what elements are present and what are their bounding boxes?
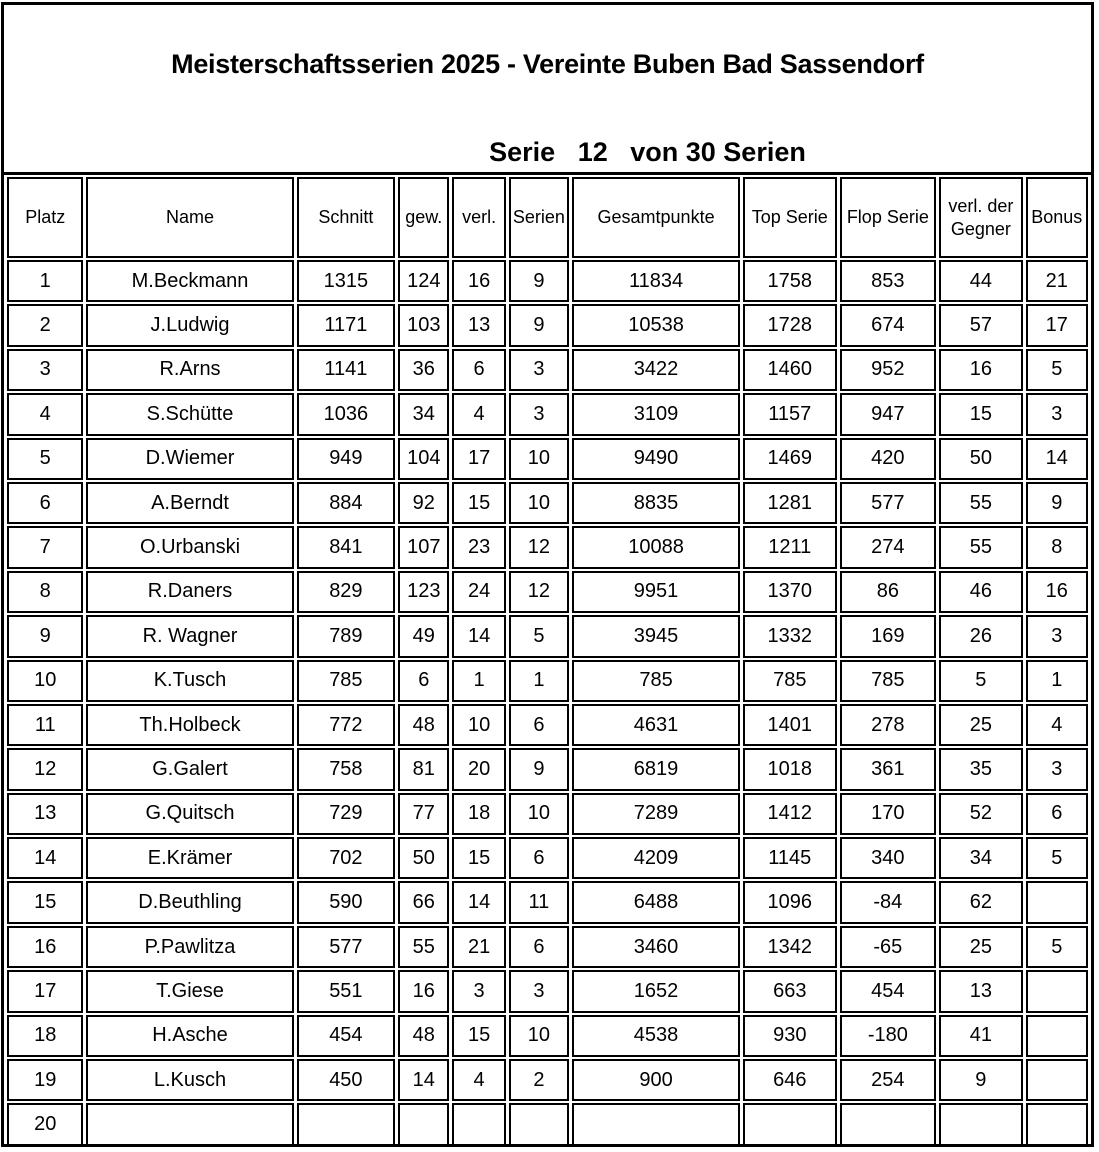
cell-name: M.Beckmann — [86, 260, 293, 302]
cell-top-serie: 1157 — [743, 393, 837, 435]
cell-schnitt: 884 — [297, 482, 396, 524]
cell-platz: 7 — [7, 526, 83, 568]
cell-bonus: 3 — [1026, 748, 1088, 790]
cell-gew: 14 — [398, 1059, 449, 1101]
cell-flop-serie: 278 — [840, 704, 937, 746]
cell-gesamtpunkte: 10088 — [572, 526, 740, 568]
cell-verl-der-gegner: 25 — [939, 704, 1022, 746]
table-row — [7, 748, 1088, 790]
cell-platz: 10 — [7, 660, 83, 702]
cell-platz: 8 — [7, 571, 83, 613]
cell-platz: 16 — [7, 926, 83, 968]
cell-verl: 10 — [452, 704, 505, 746]
cell-verl: 20 — [452, 748, 505, 790]
cell-top-serie: 785 — [743, 660, 837, 702]
cell-serien: 9 — [509, 748, 569, 790]
cell-gew: 66 — [398, 881, 449, 923]
cell-platz: 1 — [7, 260, 83, 302]
cell-flop-serie: 785 — [840, 660, 937, 702]
cell-verl: 6 — [452, 349, 505, 391]
cell-schnitt: 590 — [297, 881, 396, 923]
header-schnitt: Schnitt — [297, 177, 396, 258]
header-serien: Serien — [509, 177, 569, 258]
cell-gesamtpunkte: 1652 — [572, 970, 740, 1012]
cell-name: O.Urbanski — [86, 526, 293, 568]
table-row — [7, 660, 1088, 702]
header-gesamtpunkte: Gesamtpunkte — [572, 177, 740, 258]
cell-gew: 81 — [398, 748, 449, 790]
cell-verl-der-gegner — [939, 1103, 1022, 1145]
cell-gesamtpunkte: 3945 — [572, 615, 740, 657]
cell-gew: 48 — [398, 1015, 449, 1057]
table-row — [7, 970, 1088, 1012]
cell-bonus — [1026, 970, 1088, 1012]
cell-schnitt: 789 — [297, 615, 396, 657]
current-series-number: 12 — [577, 137, 608, 167]
cell-schnitt: 702 — [297, 837, 396, 879]
cell-name: G.Quitsch — [86, 793, 293, 835]
standings-sheet — [1, 2, 1094, 1147]
cell-top-serie: 1096 — [743, 881, 837, 923]
table-row — [7, 1103, 1088, 1145]
cell-top-serie: 646 — [743, 1059, 837, 1101]
cell-flop-serie: 170 — [840, 793, 937, 835]
cell-name: S.Schütte — [86, 393, 293, 435]
cell-bonus: 8 — [1026, 526, 1088, 568]
cell-flop-serie: 420 — [840, 438, 937, 480]
cell-verl-der-gegner: 62 — [939, 881, 1022, 923]
cell-name: G.Galert — [86, 748, 293, 790]
cell-verl-der-gegner: 52 — [939, 793, 1022, 835]
cell-flop-serie: 361 — [840, 748, 937, 790]
cell-bonus — [1026, 1103, 1088, 1145]
cell-flop-serie: 454 — [840, 970, 937, 1012]
header-flop-serie: Flop Serie — [840, 177, 937, 258]
cell-gew: 104 — [398, 438, 449, 480]
cell-platz: 13 — [7, 793, 83, 835]
cell-bonus — [1026, 881, 1088, 923]
cell-top-serie: 1018 — [743, 748, 837, 790]
cell-schnitt: 729 — [297, 793, 396, 835]
cell-serien: 10 — [509, 438, 569, 480]
cell-verl-der-gegner: 35 — [939, 748, 1022, 790]
cell-serien — [509, 1103, 569, 1145]
cell-flop-serie: 340 — [840, 837, 937, 879]
cell-serien: 10 — [509, 1015, 569, 1057]
cell-gesamtpunkte: 6488 — [572, 881, 740, 923]
table-row — [7, 793, 1088, 835]
cell-gesamtpunkte: 785 — [572, 660, 740, 702]
cell-top-serie: 1758 — [743, 260, 837, 302]
cell-verl — [452, 1103, 505, 1145]
table-row — [7, 1015, 1088, 1057]
cell-flop-serie — [840, 1103, 937, 1145]
cell-gesamtpunkte: 4538 — [572, 1015, 740, 1057]
cell-bonus: 3 — [1026, 393, 1088, 435]
cell-bonus — [1026, 1015, 1088, 1057]
table-row — [7, 837, 1088, 879]
cell-top-serie: 1460 — [743, 349, 837, 391]
document-title: Meisterschaftsserien 2025 - Vereinte Buben Bad Sassendorf — [171, 49, 924, 79]
cell-verl: 1 — [452, 660, 505, 702]
cell-top-serie: 1211 — [743, 526, 837, 568]
total-series-label: von 30 Serien — [630, 137, 806, 167]
cell-platz: 5 — [7, 438, 83, 480]
table-row — [7, 571, 1088, 613]
cell-serien: 3 — [509, 349, 569, 391]
cell-bonus: 1 — [1026, 660, 1088, 702]
series-progress — [4, 137, 1091, 168]
cell-flop-serie: 86 — [840, 571, 937, 613]
cell-schnitt: 454 — [297, 1015, 396, 1057]
table-row — [7, 526, 1088, 568]
cell-name: E.Krämer — [86, 837, 293, 879]
cell-gew: 103 — [398, 304, 449, 346]
cell-name: H.Asche — [86, 1015, 293, 1057]
cell-platz: 3 — [7, 349, 83, 391]
cell-platz: 9 — [7, 615, 83, 657]
cell-verl: 16 — [452, 260, 505, 302]
cell-verl: 13 — [452, 304, 505, 346]
header-verl-der-gegner: verl. der Gegner — [939, 177, 1022, 258]
table-row — [7, 881, 1088, 923]
cell-gew: 34 — [398, 393, 449, 435]
cell-top-serie: 1281 — [743, 482, 837, 524]
cell-platz: 6 — [7, 482, 83, 524]
cell-flop-serie: 947 — [840, 393, 937, 435]
cell-schnitt: 1036 — [297, 393, 396, 435]
cell-gew: 123 — [398, 571, 449, 613]
header-name: Name — [86, 177, 293, 258]
cell-top-serie: 1342 — [743, 926, 837, 968]
cell-gew: 6 — [398, 660, 449, 702]
cell-platz: 17 — [7, 970, 83, 1012]
cell-verl-der-gegner: 13 — [939, 970, 1022, 1012]
table-row — [7, 304, 1088, 346]
cell-flop-serie: 674 — [840, 304, 937, 346]
cell-bonus: 5 — [1026, 837, 1088, 879]
cell-name: A.Berndt — [86, 482, 293, 524]
header-verl: verl. — [452, 177, 505, 258]
table-row — [7, 704, 1088, 746]
cell-bonus — [1026, 1059, 1088, 1101]
cell-platz: 19 — [7, 1059, 83, 1101]
cell-bonus: 6 — [1026, 793, 1088, 835]
cell-flop-serie: -84 — [840, 881, 937, 923]
cell-gesamtpunkte: 3109 — [572, 393, 740, 435]
cell-bonus: 3 — [1026, 615, 1088, 657]
series-label: Serie — [489, 137, 556, 167]
cell-verl-der-gegner: 50 — [939, 438, 1022, 480]
cell-name: R.Arns — [86, 349, 293, 391]
cell-bonus: 17 — [1026, 304, 1088, 346]
cell-top-serie: 930 — [743, 1015, 837, 1057]
cell-verl-der-gegner: 55 — [939, 526, 1022, 568]
cell-bonus: 5 — [1026, 349, 1088, 391]
cell-bonus: 5 — [1026, 926, 1088, 968]
cell-platz: 11 — [7, 704, 83, 746]
cell-bonus: 21 — [1026, 260, 1088, 302]
table-row — [7, 438, 1088, 480]
header-row — [7, 177, 1088, 258]
cell-verl-der-gegner: 9 — [939, 1059, 1022, 1101]
cell-name: L.Kusch — [86, 1059, 293, 1101]
cell-verl-der-gegner: 15 — [939, 393, 1022, 435]
cell-verl: 15 — [452, 1015, 505, 1057]
title-area — [4, 5, 1091, 175]
cell-gesamtpunkte: 7289 — [572, 793, 740, 835]
cell-schnitt: 758 — [297, 748, 396, 790]
cell-top-serie: 1145 — [743, 837, 837, 879]
cell-name: P.Pawlitza — [86, 926, 293, 968]
header-top-serie: Top Serie — [743, 177, 837, 258]
cell-schnitt: 1141 — [297, 349, 396, 391]
cell-top-serie: 1728 — [743, 304, 837, 346]
cell-schnitt: 949 — [297, 438, 396, 480]
cell-platz: 2 — [7, 304, 83, 346]
cell-top-serie: 663 — [743, 970, 837, 1012]
cell-schnitt: 841 — [297, 526, 396, 568]
cell-verl: 4 — [452, 1059, 505, 1101]
cell-schnitt: 785 — [297, 660, 396, 702]
cell-serien: 6 — [509, 837, 569, 879]
cell-serien: 10 — [509, 482, 569, 524]
cell-verl: 4 — [452, 393, 505, 435]
cell-verl-der-gegner: 46 — [939, 571, 1022, 613]
cell-verl: 15 — [452, 837, 505, 879]
cell-gesamtpunkte: 6819 — [572, 748, 740, 790]
cell-verl-der-gegner: 57 — [939, 304, 1022, 346]
cell-gesamtpunkte: 900 — [572, 1059, 740, 1101]
cell-serien: 6 — [509, 926, 569, 968]
cell-serien: 2 — [509, 1059, 569, 1101]
cell-verl-der-gegner: 34 — [939, 837, 1022, 879]
cell-name — [86, 1103, 293, 1145]
cell-top-serie — [743, 1103, 837, 1145]
cell-platz: 18 — [7, 1015, 83, 1057]
cell-gesamtpunkte: 10538 — [572, 304, 740, 346]
cell-serien: 10 — [509, 793, 569, 835]
cell-gew: 48 — [398, 704, 449, 746]
cell-verl: 17 — [452, 438, 505, 480]
cell-gew: 50 — [398, 837, 449, 879]
cell-gew: 77 — [398, 793, 449, 835]
table-row — [7, 926, 1088, 968]
cell-schnitt: 829 — [297, 571, 396, 613]
cell-verl: 23 — [452, 526, 505, 568]
cell-serien: 12 — [509, 571, 569, 613]
cell-schnitt: 1171 — [297, 304, 396, 346]
cell-gesamtpunkte: 4209 — [572, 837, 740, 879]
cell-serien: 3 — [509, 393, 569, 435]
cell-verl-der-gegner: 41 — [939, 1015, 1022, 1057]
cell-platz: 14 — [7, 837, 83, 879]
header-gew: gew. — [398, 177, 449, 258]
cell-verl-der-gegner: 16 — [939, 349, 1022, 391]
cell-name: R.Daners — [86, 571, 293, 613]
cell-serien: 11 — [509, 881, 569, 923]
cell-top-serie: 1370 — [743, 571, 837, 613]
cell-gew: 49 — [398, 615, 449, 657]
cell-gew: 124 — [398, 260, 449, 302]
cell-gew: 55 — [398, 926, 449, 968]
cell-schnitt: 551 — [297, 970, 396, 1012]
table-row — [7, 615, 1088, 657]
cell-gew: 16 — [398, 970, 449, 1012]
cell-flop-serie: -180 — [840, 1015, 937, 1057]
cell-gew: 36 — [398, 349, 449, 391]
cell-gesamtpunkte: 4631 — [572, 704, 740, 746]
cell-gesamtpunkte: 11834 — [572, 260, 740, 302]
cell-schnitt: 450 — [297, 1059, 396, 1101]
cell-bonus: 9 — [1026, 482, 1088, 524]
cell-schnitt: 577 — [297, 926, 396, 968]
cell-schnitt: 1315 — [297, 260, 396, 302]
cell-flop-serie: 169 — [840, 615, 937, 657]
cell-platz: 20 — [7, 1103, 83, 1145]
cell-schnitt: 772 — [297, 704, 396, 746]
table-row — [7, 349, 1088, 391]
cell-flop-serie: 274 — [840, 526, 937, 568]
cell-gew: 92 — [398, 482, 449, 524]
cell-serien: 6 — [509, 704, 569, 746]
cell-name: R. Wagner — [86, 615, 293, 657]
cell-gesamtpunkte: 9951 — [572, 571, 740, 613]
cell-gew — [398, 1103, 449, 1145]
table-body — [7, 260, 1088, 1146]
cell-serien: 5 — [509, 615, 569, 657]
cell-name: Th.Holbeck — [86, 704, 293, 746]
cell-gesamtpunkte: 9490 — [572, 438, 740, 480]
cell-bonus: 16 — [1026, 571, 1088, 613]
cell-verl-der-gegner: 55 — [939, 482, 1022, 524]
cell-top-serie: 1332 — [743, 615, 837, 657]
cell-flop-serie: 853 — [840, 260, 937, 302]
cell-flop-serie: 952 — [840, 349, 937, 391]
cell-top-serie: 1469 — [743, 438, 837, 480]
cell-gesamtpunkte — [572, 1103, 740, 1145]
cell-verl: 15 — [452, 482, 505, 524]
cell-serien: 9 — [509, 304, 569, 346]
cell-verl: 14 — [452, 615, 505, 657]
cell-flop-serie: 254 — [840, 1059, 937, 1101]
cell-verl: 24 — [452, 571, 505, 613]
cell-verl-der-gegner: 44 — [939, 260, 1022, 302]
cell-serien: 9 — [509, 260, 569, 302]
cell-gesamtpunkte: 8835 — [572, 482, 740, 524]
cell-name: T.Giese — [86, 970, 293, 1012]
cell-name: D.Beuthling — [86, 881, 293, 923]
cell-verl-der-gegner: 25 — [939, 926, 1022, 968]
cell-name: K.Tusch — [86, 660, 293, 702]
cell-serien: 12 — [509, 526, 569, 568]
table-row — [7, 260, 1088, 302]
cell-bonus: 4 — [1026, 704, 1088, 746]
cell-verl: 3 — [452, 970, 505, 1012]
table-row — [7, 1059, 1088, 1101]
cell-flop-serie: 577 — [840, 482, 937, 524]
cell-bonus: 14 — [1026, 438, 1088, 480]
cell-gesamtpunkte: 3422 — [572, 349, 740, 391]
cell-schnitt — [297, 1103, 396, 1145]
cell-gesamtpunkte: 3460 — [572, 926, 740, 968]
cell-name: D.Wiemer — [86, 438, 293, 480]
cell-verl: 21 — [452, 926, 505, 968]
cell-platz: 4 — [7, 393, 83, 435]
header-platz: Platz — [7, 177, 83, 258]
cell-top-serie: 1401 — [743, 704, 837, 746]
cell-verl: 18 — [452, 793, 505, 835]
cell-serien: 3 — [509, 970, 569, 1012]
cell-verl-der-gegner: 26 — [939, 615, 1022, 657]
cell-platz: 15 — [7, 881, 83, 923]
cell-platz: 12 — [7, 748, 83, 790]
cell-serien: 1 — [509, 660, 569, 702]
standings-table — [4, 175, 1091, 1148]
cell-name: J.Ludwig — [86, 304, 293, 346]
cell-verl-der-gegner: 5 — [939, 660, 1022, 702]
cell-gew: 107 — [398, 526, 449, 568]
cell-top-serie: 1412 — [743, 793, 837, 835]
table-row — [7, 393, 1088, 435]
header-bonus: Bonus — [1026, 177, 1088, 258]
table-row — [7, 482, 1088, 524]
cell-flop-serie: -65 — [840, 926, 937, 968]
cell-verl: 14 — [452, 881, 505, 923]
